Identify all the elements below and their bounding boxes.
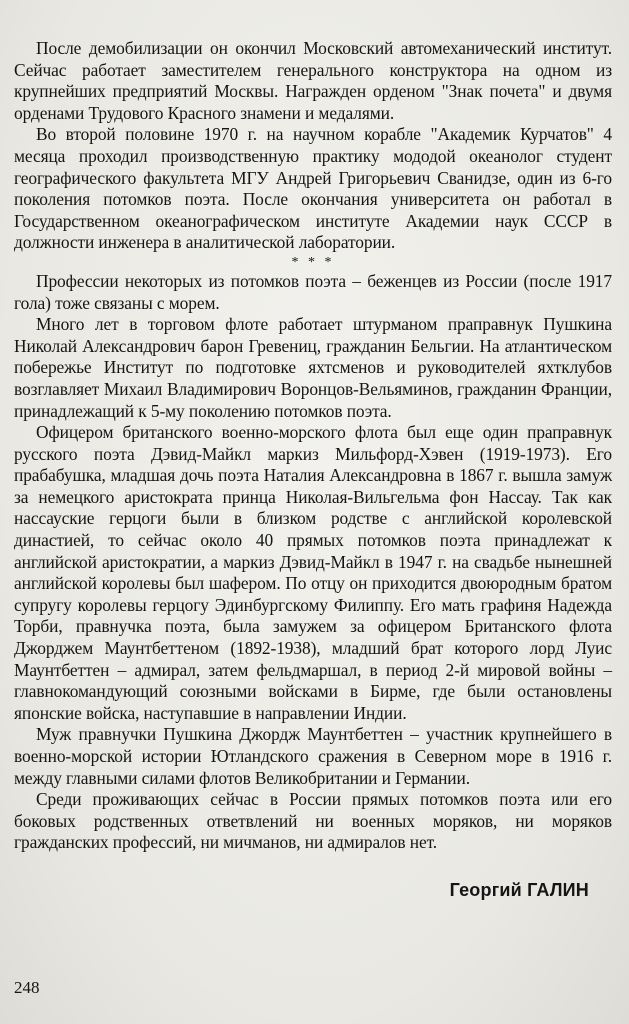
paragraph-merchant-fleet: Много лет в торговом флоте работает штурманом праправнук Пушкина Николай Александрович барон Гревениц, гражданин Бельгии. На атлантическом побережье Институт по подготовке яхтсменов и руководителей яхтклубов возглавляет Михаил Владимирович Воронцов-Вельяминов, гражданин Франции, принадлежащий к 5-му поколению потомков поэта. xyxy=(14,314,612,421)
section-separator: * * * xyxy=(291,254,335,270)
paragraph-demobilization: После демобилизации он окончил Московский автомеханический институт. Сейчас работает заместителем генерального конструктора на одном из крупнейших предприятий Москвы. Награжден орденом "Знак почета" и двумя орденами Трудового Красного знамени и медалями. xyxy=(14,38,612,123)
paragraph-conclusion: Среди проживающих сейчас в России прямых потомков поэта или его боковых родственных ответвлений ни военных моряков, ни моряков гражданских профессий, ни мичманов, ни адмиралов нет. xyxy=(14,789,612,853)
author-signature: Георгий ГАЛИН xyxy=(449,880,589,900)
paragraph-jutland: Муж правнучки Пушкина Джордж Маунтбеттен – участник крупнейшего в военно-морской истории Ютландского сражения в Северном море в 1916 г. между главными силами флотов Великобритании и Германии. xyxy=(14,724,612,788)
paragraph-british-navy: Офицером британского военно-морского флота был еще один праправнук русского поэта Дэвид-Майкл маркиз Мильфорд-Хэвен (1919-1973). Его прабабушка, младшая дочь поэта Наталия Александровна в 1867 г. вышла замуж за немецкого аристократа принца Николая-Вильгельма фон Нассау. Так как нассауские герцоги были в близком родстве с английской королевской династией, то сейчас около 40 прямых потомков поэта принадлежат к английской аристократии, а маркиз Дэвид-Майкл в 1947 г. на свадьбе нынешней английской королевы был шафером. По отцу он приходится двоюродным братом супругу королевы герцогу Эдинбургскому Филиппу. Его мать графиня Надежда Торби, правнучка поэта, была замужем за офицером Британского флота Джорджем Маунтбеттеном (1892-1938), младший брат которого лорд Луис Маунтбеттен – адмирал, затем фельдмаршал, в период 2-й мировой войны – главнокомандующий союзными войсками в Бирме, где были остановлены японские войска, наступавшие в направлении Индии. xyxy=(14,422,612,723)
page-number: 248 xyxy=(14,978,40,997)
paragraph-kurchatov: Во второй половине 1970 г. на научном корабле "Академик Курчатов" 4 месяца проходил производственную практику мододой океанолог студент географического факультета МГУ Андрей Григорьевич Сванидзе, один из 6-го поколения потомков поэта. После окончания университета он работал в Государственном океанографическом институте Академии наук СССР в должности инженера в аналитической лаборатории. xyxy=(14,124,612,253)
article-body xyxy=(14,38,612,854)
paragraph-professions: Профессии некоторых из потомков поэта – беженцев из России (после 1917 гола) тоже связаны с морем. xyxy=(14,270,612,313)
signature-block xyxy=(14,880,589,901)
